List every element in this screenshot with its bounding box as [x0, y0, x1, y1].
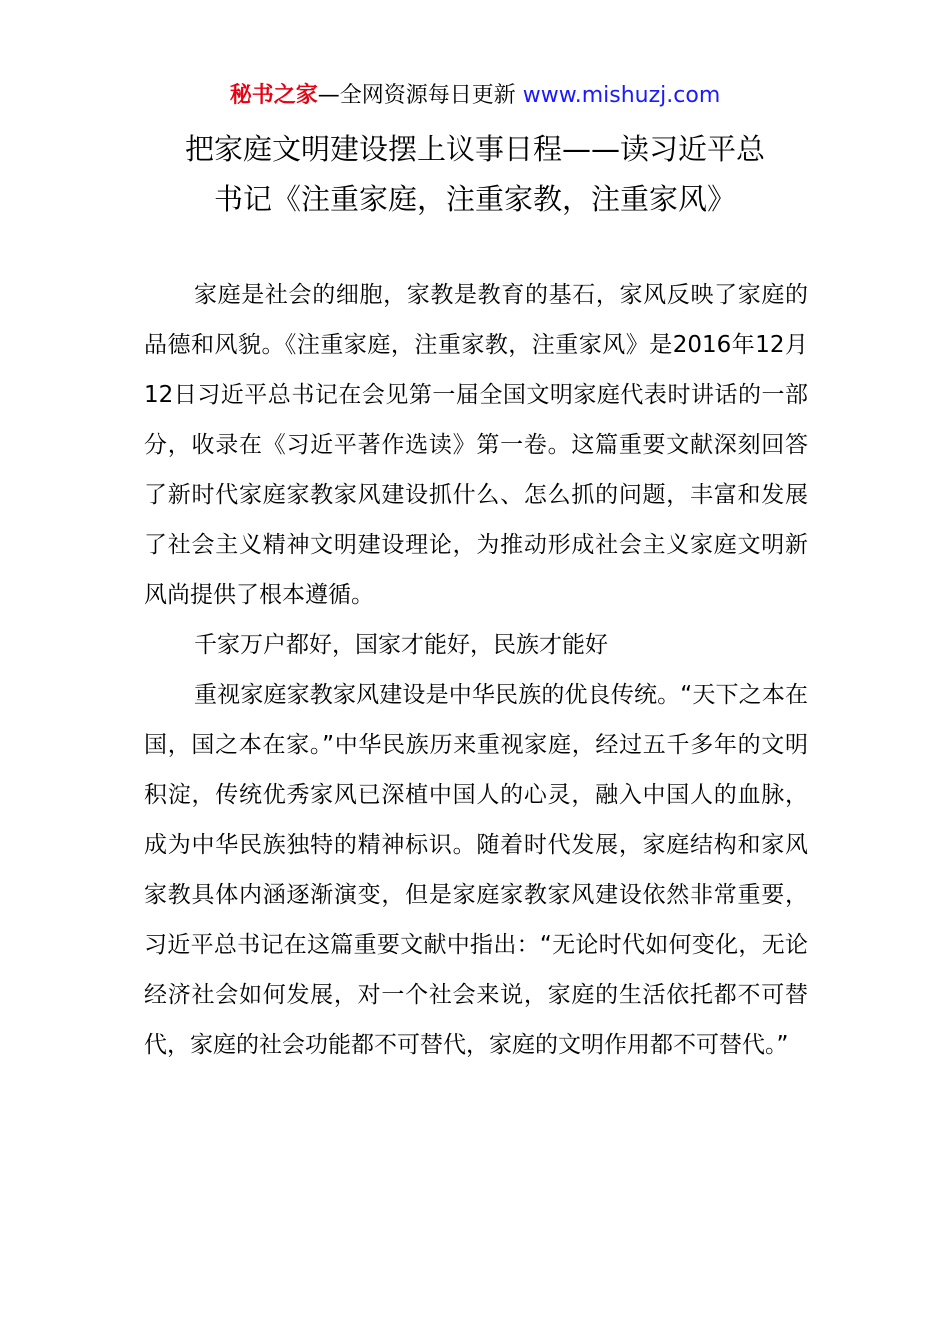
section-heading: 千家万户都好，国家才能好，民族才能好: [194, 632, 608, 658]
title-line-1: 把家庭文明建设摆上议事日程——读习近平总: [184, 132, 765, 166]
paragraph-intro: 家庭是社会的细胞，家教是教育的基石，家风反映了家庭的品德和风貌。《注重家庭，注重家教，注重家风》是2016年12月12日习近平总书记在会见第一届全国文明家庭代表时讲话的一部分，收录在《习近平著作选读》第一卷。这篇重要文献深刻回答了新时代家庭家教家风建设抓什么、怎么抓的问题，丰富和发展了社会主义精神文明建设理论，为推动形成社会主义家庭文明新风尚提供了根本遵循。: [144, 282, 808, 608]
document-title: [100, 124, 850, 224]
paragraph-tradition: 重视家庭家教家风建设是中华民族的优良传统。“天下之本在国，国之本在家。”中华民族历来重视家庭，经过五千多年的文明积淀，传统优秀家风已深植中国人的心灵，融入中国人的血脉，成为中华民族独特的精神标识。随着时代发展，家庭结构和家风家教具体内涵逐渐演变，但是家庭家教家风建设依然非常重要，习近平总书记在这篇重要文献中指出：“无论时代如何变化，无论经济社会如何发展，对一个社会来说，家庭的生活依托都不可替代，家庭的社会功能都不可替代，家庭的文明作用都不可替代。”: [144, 682, 808, 1058]
site-header: [0, 80, 950, 112]
document-body: [144, 270, 808, 1070]
site-url-link[interactable]: www.mishuzj.com: [522, 83, 721, 108]
title-line-2: 书记《注重家庭，注重家教，注重家风》: [213, 182, 736, 216]
site-tagline: —全网资源每日更新: [317, 83, 523, 108]
site-name: 秘书之家: [229, 83, 318, 108]
